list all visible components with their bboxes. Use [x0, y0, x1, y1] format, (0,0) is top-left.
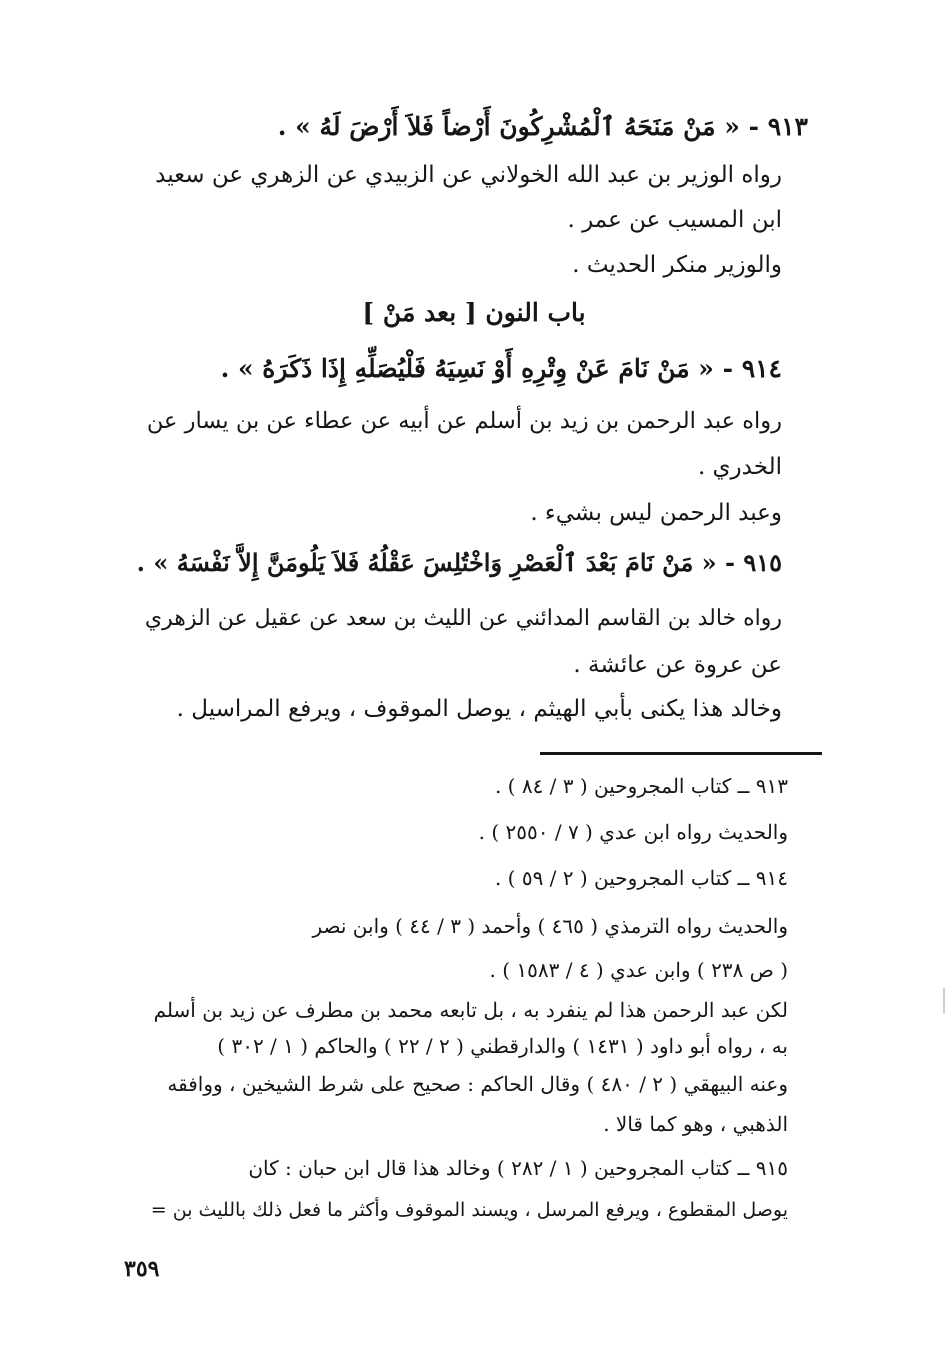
section-heading: باب النون [ بعد مَنْ ]: [362, 298, 586, 327]
entry-914-line-2: الخدري .: [697, 454, 782, 480]
entry-915-line-1: رواه خالد بن القاسم المدائني عن الليث بن سعد عن عقيل عن الزهري: [144, 606, 782, 631]
hadith-914-text: ٩١٤ - « مَنْ نَامَ عَنْ وِتْرِهِ أَوْ نَسِيَهُ فَلْيُصَلِّهِ إِذَا ذَكَرَهُ » .: [220, 354, 782, 383]
entry-914-line-1: رواه عبد الرحمن بن زيد بن أسلم عن أبيه عن عطاء عن بن يسار عن: [146, 408, 782, 434]
hadith-915-text: ٩١٥ - « مَنْ نَامَ بَعْدَ ٱلْعَصْرِ وَاخْتُلِسَ عَقْلُهُ فَلاَ يَلُومَنَّ إِلاَّ نَفْسَهُ » .: [136, 548, 782, 577]
scan-edge-mark: [943, 988, 945, 1014]
footnote-914-line-3: ( ص ٢٣٨ ) وابن عدي ( ٤ / ١٥٨٣ ) .: [489, 958, 788, 982]
footnote-914-line-4: لكن عبد الرحمن هذا لم ينفرد به ، بل تابعه محمد بن مطرف عن زيد بن أسلم: [153, 998, 788, 1022]
footnote-915-line-1: ٩١٥ ــ كتاب المجروحين ( ١ / ٢٨٢ ) وخالد هذا قال ابن حبان : كان: [248, 1156, 788, 1180]
footnote-914-line-6: وعنه البيهقي ( ٢ / ٤٨٠ ) وقال الحاكم : صحيح على شرط الشيخين ، ووافقه: [167, 1072, 788, 1096]
footnote-913-line-1: ٩١٣ ــ كتاب المجروحين ( ٣ / ٨٤ ) .: [494, 774, 788, 798]
entry-913-line-3: والوزير منكر الحديث .: [572, 252, 782, 278]
entry-914-line-3: وعبد الرحمن ليس بشيء .: [530, 500, 782, 526]
entry-915-line-3: وخالد هذا يكنى بأبي الهيثم ، يوصل الموقوف ، ويرفع المراسيل .: [176, 696, 782, 722]
footnote-914-line-7: الذهبي ، وهو كما قالا .: [603, 1112, 788, 1136]
footnote-914-line-1: ٩١٤ ــ كتاب المجروحين ( ٢ / ٥٩ ) .: [494, 866, 788, 890]
page-number: ٣٥٩: [124, 1256, 160, 1282]
footnote-913-line-2: والحديث رواه ابن عدي ( ٧ / ٢٥٥٠ ) .: [478, 820, 788, 844]
hadith-913-text: ٩١٣ - « مَنْ مَنَحَهُ ٱلْمُشْرِكُونَ أَرْضاً فَلاَ أَرْضَ لَهُ » .: [277, 112, 808, 141]
entry-913-line-1: رواه الوزير بن عبد الله الخولاني عن الزبيدي عن الزهري عن سعيد: [155, 162, 782, 188]
entry-913-line-2: ابن المسيب عن عمر .: [567, 207, 782, 233]
entry-915-line-2: عن عروة عن عائشة .: [573, 652, 782, 678]
footnote-914-line-5: به ، رواه أبو داود ( ١٤٣١ ) والدارقطني ( ٢ / ٢٢ ) والحاكم ( ١ / ٣٠٢ ): [217, 1034, 788, 1058]
footnote-914-line-2: والحديث رواه الترمذي ( ٤٦٥ ) وأحمد ( ٣ / ٤٤ ) وابن نصر: [312, 914, 788, 938]
footnote-separator: [540, 752, 822, 755]
footnote-915-line-2: يوصل المقطوع ، ويرفع المرسل ، ويسند الموقوف وأكثر ما فعل ذلك بالليث بن =: [150, 1199, 788, 1221]
